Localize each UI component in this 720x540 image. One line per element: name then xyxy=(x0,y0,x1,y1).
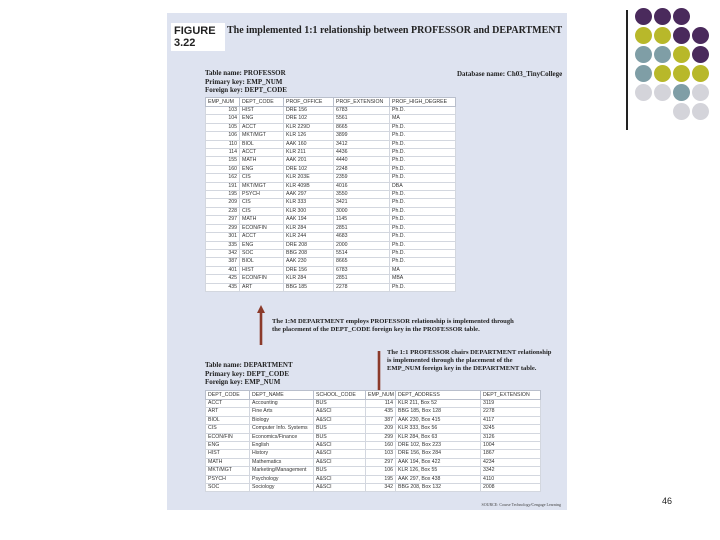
table-cell: 114 xyxy=(206,149,240,157)
professor-meta xyxy=(205,69,287,95)
table-cell: DBA xyxy=(390,182,456,190)
department-table-name: Table name: DEPARTMENT xyxy=(205,361,293,369)
table-cell: 2359 xyxy=(334,174,390,182)
decorative-dot xyxy=(654,8,671,25)
table-cell: AAK 297, Box 438 xyxy=(396,475,481,483)
decorative-dot xyxy=(635,27,652,44)
table-cell: 297 xyxy=(206,216,240,224)
table-cell: 342 xyxy=(206,249,240,257)
table-row xyxy=(206,467,541,475)
professor-column-header: PROF_HIGH_DEGREE xyxy=(390,98,456,107)
table-cell: BBG 208, Box 132 xyxy=(396,484,481,492)
decorative-dot xyxy=(673,103,690,120)
table-cell: A&SCI xyxy=(314,484,366,492)
table-cell: DRE 156, Box 284 xyxy=(396,450,481,458)
table-cell: 3421 xyxy=(334,199,390,207)
table-cell: KLR 126 xyxy=(284,132,334,140)
table-cell: Ph.D. xyxy=(390,157,456,165)
table-cell: 105 xyxy=(206,123,240,131)
table-row xyxy=(206,216,456,224)
table-cell: Ph.D. xyxy=(390,207,456,215)
table-cell: 1867 xyxy=(481,450,541,458)
table-cell: MATH xyxy=(240,216,284,224)
table-cell: Ph.D. xyxy=(390,140,456,148)
table-row xyxy=(206,115,456,123)
table-row xyxy=(206,199,456,207)
table-cell: MATH xyxy=(206,458,250,466)
table-cell: 3126 xyxy=(481,433,541,441)
table-cell: 3899 xyxy=(334,132,390,140)
table-cell: Computer Info. Systems xyxy=(250,425,314,433)
table-cell: 191 xyxy=(206,182,240,190)
table-row xyxy=(206,233,456,241)
table-cell: KLR 211, Box 52 xyxy=(396,400,481,408)
arrow-up-icon xyxy=(257,305,265,345)
table-row xyxy=(206,442,541,450)
table-cell: DRE 208 xyxy=(284,241,334,249)
professor-primary-key: Primary key: EMP_NUM xyxy=(205,77,283,86)
table-cell: KLR 333, Box 56 xyxy=(396,425,481,433)
table-cell: 301 xyxy=(206,233,240,241)
table-cell: Fine Arts xyxy=(250,408,314,416)
table-cell: Biology xyxy=(250,416,314,424)
table-cell: ENG xyxy=(206,442,250,450)
table-cell: BUS xyxy=(314,433,366,441)
table-cell: 106 xyxy=(206,132,240,140)
table-row xyxy=(206,149,456,157)
table-cell: 106 xyxy=(366,467,396,475)
table-cell: A&SCI xyxy=(314,442,366,450)
decorative-dot xyxy=(673,8,690,25)
table-cell: 387 xyxy=(366,416,396,424)
table-cell: 209 xyxy=(206,199,240,207)
table-cell: MBA xyxy=(390,275,456,283)
table-cell: 110 xyxy=(206,140,240,148)
table-cell: 299 xyxy=(366,433,396,441)
decorative-dot xyxy=(635,84,652,101)
table-cell: Ph.D. xyxy=(390,199,456,207)
table-cell: AAK 194 xyxy=(284,216,334,224)
professor-foreign-key: Foreign key: DEPT_CODE xyxy=(205,86,287,94)
table-row xyxy=(206,140,456,148)
table-cell: MKT/MGT xyxy=(240,132,284,140)
table-cell: PSYCH xyxy=(206,475,250,483)
table-cell: 1145 xyxy=(334,216,390,224)
table-cell: 8665 xyxy=(334,258,390,266)
professor-table-name: Table name: PROFESSOR xyxy=(205,69,286,77)
table-cell: CIS xyxy=(240,174,284,182)
table-cell: 4234 xyxy=(481,458,541,466)
decorative-dot xyxy=(654,84,671,101)
table-cell: 3550 xyxy=(334,191,390,199)
table-row xyxy=(206,258,456,266)
decorative-dot xyxy=(692,27,709,44)
table-cell: BUS xyxy=(314,425,366,433)
table-cell: ACCT xyxy=(240,149,284,157)
table-row xyxy=(206,458,541,466)
table-cell: BIOL xyxy=(240,140,284,148)
professor-column-header: PROF_EXTENSION xyxy=(334,98,390,107)
table-row xyxy=(206,266,456,274)
table-cell: 155 xyxy=(206,157,240,165)
department-foreign-key: Foreign key: EMP_NUM xyxy=(205,378,281,386)
table-cell: ECON/FIN xyxy=(206,433,250,441)
department-column-header: DEPT_CODE xyxy=(206,391,250,400)
decorative-dot xyxy=(654,27,671,44)
table-cell: A&SCI xyxy=(314,416,366,424)
table-row xyxy=(206,400,541,408)
table-cell: ECON/FIN xyxy=(240,224,284,232)
slide-divider-line xyxy=(626,10,628,130)
decorative-dot xyxy=(654,46,671,63)
table-cell: ART xyxy=(240,283,284,291)
department-column-header: EMP_NUM xyxy=(366,391,396,400)
table-cell: Ph.D. xyxy=(390,249,456,257)
table-cell: 5561 xyxy=(334,115,390,123)
table-cell: 2008 xyxy=(481,484,541,492)
table-cell: MATH xyxy=(240,157,284,165)
table-cell: 160 xyxy=(206,165,240,173)
table-row xyxy=(206,450,541,458)
table-cell: 3000 xyxy=(334,207,390,215)
table-row xyxy=(206,224,456,232)
decorative-dot xyxy=(692,46,709,63)
table-row xyxy=(206,275,456,283)
figure-header xyxy=(167,17,567,57)
database-name: Database name: Ch03_TinyCollege xyxy=(457,70,563,78)
table-cell: KLR 126, Box 55 xyxy=(396,467,481,475)
table-cell: ECON/FIN xyxy=(240,275,284,283)
table-cell: MKT/MGT xyxy=(206,467,250,475)
table-cell: 5514 xyxy=(334,249,390,257)
table-cell: Ph.D. xyxy=(390,241,456,249)
decorative-dot xyxy=(635,65,652,82)
table-cell: 387 xyxy=(206,258,240,266)
table-cell: BBG 185 xyxy=(284,283,334,291)
table-row xyxy=(206,484,541,492)
table-row xyxy=(206,475,541,483)
table-cell: A&SCI xyxy=(314,450,366,458)
table-cell: Ph.D. xyxy=(390,224,456,232)
department-meta xyxy=(205,361,293,387)
table-cell: 228 xyxy=(206,207,240,215)
table-cell: 8665 xyxy=(334,123,390,131)
table-cell: 4436 xyxy=(334,149,390,157)
table-cell: BUS xyxy=(314,400,366,408)
table-cell: 6783 xyxy=(334,266,390,274)
table-cell: AAK 230, Box 415 xyxy=(396,416,481,424)
decorative-dot xyxy=(692,84,709,101)
table-cell: CIS xyxy=(240,207,284,215)
table-row xyxy=(206,174,456,182)
table-cell: Economics/Finance xyxy=(250,433,314,441)
table-cell: BIOL xyxy=(206,416,250,424)
decorative-dot xyxy=(673,84,690,101)
professor-column-header: PROF_OFFICE xyxy=(284,98,334,107)
decorative-dot xyxy=(673,27,690,44)
table-cell: 3412 xyxy=(334,140,390,148)
table-cell: 2278 xyxy=(481,408,541,416)
table-cell: SOC xyxy=(206,484,250,492)
table-cell: ENG xyxy=(240,241,284,249)
table-cell: Ph.D. xyxy=(390,149,456,157)
table-row xyxy=(206,132,456,140)
table-cell: DRE 102 xyxy=(284,115,334,123)
table-cell: Psychology xyxy=(250,475,314,483)
table-row xyxy=(206,157,456,165)
table-cell: ACCT xyxy=(240,123,284,131)
table-cell: KLR 284 xyxy=(284,275,334,283)
department-column-header: DEPT_ADDRESS xyxy=(396,391,481,400)
table-cell: Ph.D. xyxy=(390,258,456,266)
table-cell: 435 xyxy=(206,283,240,291)
department-column-header: SCHOOL_CODE xyxy=(314,391,366,400)
table-cell: SOC xyxy=(240,249,284,257)
professor-table xyxy=(205,97,456,292)
table-row xyxy=(206,165,456,173)
table-cell: 297 xyxy=(366,458,396,466)
table-cell: 299 xyxy=(206,224,240,232)
table-cell: BBG 208 xyxy=(284,249,334,257)
table-cell: A&SCI xyxy=(314,408,366,416)
table-cell: 104 xyxy=(206,115,240,123)
table-cell: ACCT xyxy=(240,233,284,241)
table-cell: A&SCI xyxy=(314,458,366,466)
table-cell: Sociology xyxy=(250,484,314,492)
table-cell: 2851 xyxy=(334,224,390,232)
note-one-to-one: The 1:1 PROFESSOR chairs DEPARTMENT relationship is implemented through the placement of the EMP_NUM foreign key in the DEPARTMENT table. xyxy=(387,349,552,372)
table-cell: Ph.D. xyxy=(390,132,456,140)
table-row xyxy=(206,123,456,131)
table-cell: 2278 xyxy=(334,283,390,291)
table-cell: 435 xyxy=(366,408,396,416)
table-cell: MKT/MGT xyxy=(240,182,284,190)
table-cell: 3119 xyxy=(481,400,541,408)
table-cell: DRE 156 xyxy=(284,266,334,274)
table-cell: 4683 xyxy=(334,233,390,241)
table-cell: 4016 xyxy=(334,182,390,190)
table-cell: PSYCH xyxy=(240,191,284,199)
table-cell: 2851 xyxy=(334,275,390,283)
table-cell: KLR 409B xyxy=(284,182,334,190)
table-cell: KLR 203E xyxy=(284,174,334,182)
table-cell: CIS xyxy=(240,199,284,207)
table-cell: English xyxy=(250,442,314,450)
table-cell: CIS xyxy=(206,425,250,433)
decorative-dot xyxy=(635,8,652,25)
table-row xyxy=(206,107,456,115)
table-cell: ENG xyxy=(240,115,284,123)
table-cell: 103 xyxy=(206,107,240,115)
table-cell: 195 xyxy=(206,191,240,199)
decorative-dot xyxy=(673,46,690,63)
table-cell: 2248 xyxy=(334,165,390,173)
source-credit: SOURCE: Course Technology/Cengage Learning xyxy=(481,502,561,507)
table-cell: DRE 102 xyxy=(284,165,334,173)
professor-column-header: DEPT_CODE xyxy=(240,98,284,107)
table-cell: 1004 xyxy=(481,442,541,450)
table-cell: MA xyxy=(390,115,456,123)
table-cell: BBG 185, Box 128 xyxy=(396,408,481,416)
note-one-to-many: The 1:M DEPARTMENT employs PROFESSOR relationship is implemented through the placement of the DEPT_CODE foreign key in the PROFESSOR table. xyxy=(272,318,514,333)
table-cell: 114 xyxy=(366,400,396,408)
table-row xyxy=(206,207,456,215)
table-cell: DRE 102, Box 223 xyxy=(396,442,481,450)
table-cell: 2000 xyxy=(334,241,390,249)
table-row xyxy=(206,249,456,257)
table-cell: AAK 297 xyxy=(284,191,334,199)
table-cell: ACCT xyxy=(206,400,250,408)
table-cell: 4110 xyxy=(481,475,541,483)
table-cell: 335 xyxy=(206,241,240,249)
department-table xyxy=(205,390,541,492)
table-cell: HIST xyxy=(206,450,250,458)
table-row xyxy=(206,416,541,424)
department-column-header: DEPT_NAME xyxy=(250,391,314,400)
table-cell: Ph.D. xyxy=(390,233,456,241)
table-cell: 3342 xyxy=(481,467,541,475)
decorative-dot xyxy=(673,65,690,82)
department-column-header: DEPT_EXTENSION xyxy=(481,391,541,400)
table-cell: Accounting xyxy=(250,400,314,408)
table-cell: Ph.D. xyxy=(390,165,456,173)
figure-title: The implemented 1:1 relationship between PROFESSOR and DEPARTMENT xyxy=(227,25,563,36)
table-cell: 342 xyxy=(366,484,396,492)
table-cell: Ph.D. xyxy=(390,216,456,224)
table-cell: ART xyxy=(206,408,250,416)
page-number: 46 xyxy=(662,496,673,506)
table-cell: History xyxy=(250,450,314,458)
table-row xyxy=(206,283,456,291)
table-cell: DRE 156 xyxy=(284,107,334,115)
decorative-dot xyxy=(635,46,652,63)
table-row xyxy=(206,408,541,416)
table-cell: BUS xyxy=(314,467,366,475)
table-cell: 401 xyxy=(206,266,240,274)
table-cell: Marketing/Management xyxy=(250,467,314,475)
table-cell: KLR 300 xyxy=(284,207,334,215)
table-cell: 209 xyxy=(366,425,396,433)
table-cell: AAK 230 xyxy=(284,258,334,266)
table-cell: 103 xyxy=(366,450,396,458)
table-cell: BIOL xyxy=(240,258,284,266)
table-cell: ENG xyxy=(240,165,284,173)
table-row xyxy=(206,425,541,433)
decorative-dot xyxy=(692,65,709,82)
table-cell: MA xyxy=(390,266,456,274)
table-cell: AAK 160 xyxy=(284,140,334,148)
table-cell: 4117 xyxy=(481,416,541,424)
table-cell: 160 xyxy=(366,442,396,450)
table-cell: 425 xyxy=(206,275,240,283)
table-cell: 195 xyxy=(366,475,396,483)
table-cell: HIST xyxy=(240,107,284,115)
decorative-dot xyxy=(692,103,709,120)
table-row xyxy=(206,191,456,199)
table-cell: 162 xyxy=(206,174,240,182)
table-cell: Ph.D. xyxy=(390,107,456,115)
table-cell: KLR 229D xyxy=(284,123,334,131)
table-cell: KLR 284 xyxy=(284,224,334,232)
table-cell: 3245 xyxy=(481,425,541,433)
table-cell: Ph.D. xyxy=(390,283,456,291)
table-cell: HIST xyxy=(240,266,284,274)
table-cell: AAK 194, Box 422 xyxy=(396,458,481,466)
decorative-dot xyxy=(654,65,671,82)
department-primary-key: Primary key: DEPT_CODE xyxy=(205,369,289,378)
table-row xyxy=(206,433,541,441)
table-cell: KLR 244 xyxy=(284,233,334,241)
table-cell: Ph.D. xyxy=(390,123,456,131)
table-cell: 4440 xyxy=(334,157,390,165)
table-cell: AAK 201 xyxy=(284,157,334,165)
table-row xyxy=(206,241,456,249)
table-cell: A&SCI xyxy=(314,475,366,483)
figure-label: FIGURE 3.22 xyxy=(171,23,225,51)
table-row xyxy=(206,182,456,190)
table-cell: Mathematics xyxy=(250,458,314,466)
figure-panel xyxy=(167,13,567,510)
table-cell: KLR 333 xyxy=(284,199,334,207)
table-cell: 6783 xyxy=(334,107,390,115)
table-cell: KLR 211 xyxy=(284,149,334,157)
table-cell: Ph.D. xyxy=(390,191,456,199)
table-cell: Ph.D. xyxy=(390,174,456,182)
professor-column-header: EMP_NUM xyxy=(206,98,240,107)
table-cell: KLR 284, Box 63 xyxy=(396,433,481,441)
